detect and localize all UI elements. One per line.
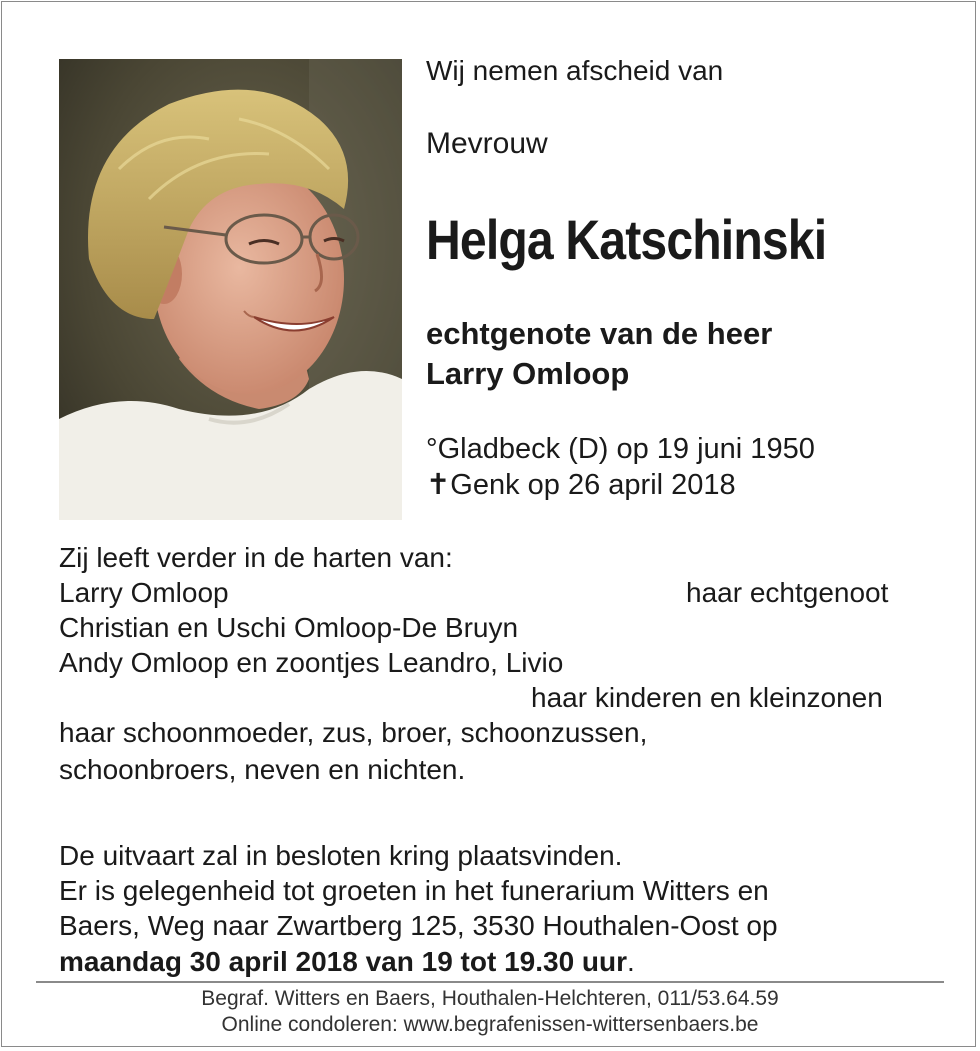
funeral-line-4: [59, 944, 635, 979]
honorific: Mevrouw: [426, 127, 548, 160]
deceased-name: Helga Katschinski: [426, 208, 827, 271]
family-line-1-name: Larry Omloop: [59, 577, 229, 608]
family-line-1-role: haar echtgenoot: [686, 577, 889, 608]
undertaker-info: Begraf. Witters en Baers, Houthalen-Helchteren, 011/53.64.59: [201, 987, 779, 1010]
family-line-5: haar schoonmoeder, zus, broer, schoonzussen,: [59, 717, 648, 748]
footer-divider: [36, 981, 944, 983]
birth-line: °Gladbeck (D) op 19 juni 1950: [426, 433, 815, 465]
spouse-block: [426, 314, 772, 394]
family-line-3: Andy Omloop en zoontjes Leandro, Livio: [59, 647, 564, 678]
funeral-line-1: De uitvaart zal in besloten kring plaatsvinden.: [59, 840, 623, 871]
family-heading: Zij leeft verder in de harten van:: [59, 542, 453, 573]
death-line: ✝Genk op 26 april 2018: [426, 469, 736, 501]
family-line-4-role: haar kinderen en kleinzonen: [531, 682, 883, 713]
visitation-time: maandag 30 april 2018 van 19 tot 19.30 uur: [59, 946, 628, 977]
family-line-2: Christian en Uschi Omloop-De Bruyn: [59, 612, 519, 643]
visitation-period: .: [627, 946, 635, 977]
portrait-photo: [59, 59, 402, 520]
funeral-line-2: Er is gelegenheid tot groeten in het funerarium Witters en: [59, 875, 769, 906]
family-line-6: schoonbroers, neven en nichten.: [59, 754, 466, 785]
funeral-line-3: Baers, Weg naar Zwartberg 125, 3530 Houthalen-Oost op: [59, 910, 778, 941]
spouse-line-1: echtgenote van de heer: [426, 316, 773, 351]
online-condolences: Online condoleren: www.begrafenissen-wittersenbaers.be: [221, 1013, 759, 1036]
spouse-name: Larry Omloop: [426, 356, 630, 391]
portrait-illustration: [59, 59, 402, 520]
intro-text: Wij nemen afscheid van: [426, 55, 724, 86]
dates-block: [426, 431, 815, 503]
